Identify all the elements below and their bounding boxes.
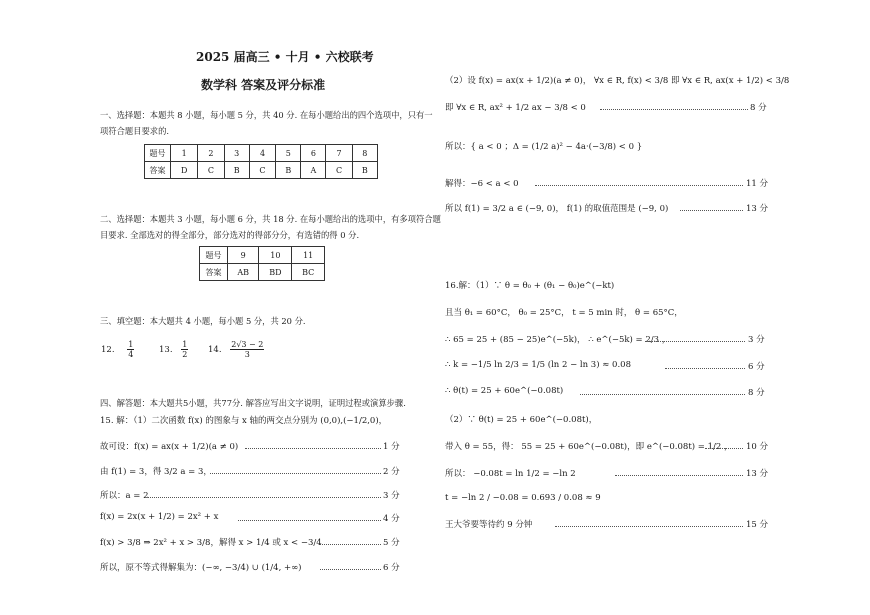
- part4-heading: 四、解答题：本大题共5小题，共77分. 解答应写出文字说明，证明过程或演算步骤.: [100, 398, 406, 408]
- score-label: 3 分: [383, 491, 400, 501]
- table-cell: 2: [198, 145, 224, 162]
- fraction: $\frac{2√3 - 2}{3}$: [231, 340, 264, 359]
- score-label: 3 分: [748, 335, 765, 345]
- table-cell: AB: [228, 264, 259, 281]
- score-label: 6 分: [383, 563, 400, 573]
- table-cell: 6: [301, 145, 326, 162]
- q15-part2-line: （2）设 f(x) = ax(x + 1/2)(a ≠ 0)， ∀x ∈ R, f(x) < 3/8 即 ∀x ∈ R, ax(x + 1/2) < 3/8: [445, 76, 790, 86]
- row-label: 答案: [200, 264, 228, 281]
- table-cell: 5: [276, 145, 301, 162]
- leader-dots: [238, 512, 381, 521]
- score-label: 1 分: [383, 442, 400, 452]
- score-label: 13 分: [746, 204, 769, 214]
- score-label: 11 分: [746, 179, 769, 189]
- table-row: [145, 145, 378, 162]
- table-cell: C: [249, 162, 275, 179]
- score-label: 2 分: [383, 467, 400, 477]
- part1-heading-cont: 项符合题目要求的.: [100, 126, 170, 136]
- q16-line: 所以： −0.08t = ln 1/2 = −ln 2: [445, 469, 576, 479]
- score-label: 13 分: [746, 469, 769, 479]
- part1-heading: 一、选择题：本题共 8 小题，每小题 5 分，共 40 分. 在每小题给出的四个选项中，只有一: [100, 110, 433, 120]
- fill-answer-13: [159, 340, 188, 359]
- q15-line: 15. 解：（1）二次函数 f(x) 的图象与 x 轴的两交点分别为 (0,0),(−1/2,0)，: [100, 416, 388, 426]
- q16-line: ∴ θ(t) = 25 + 60e^(−0.08t): [445, 386, 564, 396]
- row-label: 题号: [200, 247, 228, 264]
- score-label: 8 分: [750, 103, 767, 113]
- fill-answer-12: [101, 340, 134, 359]
- q15-line: 所以：a = 2: [100, 491, 149, 501]
- q16-line: （2）∵ θ(t) = 25 + 60e^(−0.08t)，: [445, 415, 598, 425]
- fill-answer-14: [208, 340, 264, 359]
- table-cell: B: [224, 162, 249, 179]
- leader-dots: [705, 440, 743, 449]
- table-cell: 9: [228, 247, 259, 264]
- row-label: 答案: [145, 162, 171, 179]
- table-cell: B: [352, 162, 377, 179]
- score-label: 10 分: [746, 442, 769, 452]
- q15-line: 所以，原不等式得解集为：(−∞, −3/4) ∪ (1/4, +∞): [100, 563, 302, 573]
- answer-number: 13.: [159, 345, 173, 355]
- q16-line: 16.解：（1）∵ θ = θ₀ + (θ₁ − θ₀)e^(−kt): [445, 281, 615, 291]
- leader-dots: [580, 386, 745, 395]
- table-cell: 1: [171, 145, 198, 162]
- q16-line: 王大爷要等待约 9 分钟: [445, 520, 533, 530]
- table-cell: C: [198, 162, 224, 179]
- leader-dots: [645, 333, 745, 342]
- part3-heading: 三、填空题：本大题共 4 小题，每小题 5 分，共 20 分.: [100, 316, 306, 326]
- q15-line: 由 f(1) = 3，得 3/2 a = 3，: [100, 467, 212, 477]
- part2-heading: 二、选择题：本题共 3 小题，每小题 6 分，共 18 分. 在每小题给出的选项中，有多项符合题: [100, 214, 441, 224]
- part2-answer-table: [199, 246, 325, 281]
- table-cell: 8: [352, 145, 377, 162]
- table-cell: 11: [292, 247, 325, 264]
- q15-part2-line: 所以 f(1) = 3/2 a ∈ (−9, 0)， f(1) 的取值范围是 (−9, 0): [445, 204, 669, 214]
- part1-answer-table: [144, 144, 378, 179]
- score-label: 8 分: [748, 388, 765, 398]
- leader-dots: [210, 465, 381, 474]
- table-cell: 3: [224, 145, 249, 162]
- table-cell: A: [301, 162, 326, 179]
- answer-number: 14.: [208, 345, 222, 355]
- q16-line: 且当 θ₁ = 60°C， θ₀ = 25°C， t = 5 min 时， θ = 65°C，: [445, 308, 683, 318]
- table-row: [200, 264, 325, 281]
- q15-line: 故可设：f(x) = ax(x + 1/2)(a ≠ 0): [100, 442, 239, 452]
- table-cell: D: [171, 162, 198, 179]
- score-label: 5 分: [383, 538, 400, 548]
- leader-dots: [320, 536, 381, 545]
- leader-dots: [600, 101, 748, 110]
- part2-heading-cont: 目要求. 全部选对的得全部分，部分选对的得部分分，有选错的得 0 分.: [100, 230, 360, 240]
- table-cell: 4: [249, 145, 275, 162]
- leader-dots: [665, 360, 745, 369]
- q15-part2-line: 解得：−6 < a < 0: [445, 179, 519, 189]
- q16-line: ∴ 65 = 25 + (85 − 25)e^(−5k)， ∴ e^(−5k) = 2/3 ，: [445, 335, 671, 345]
- page-title: 2025 届高三 • 十月 • 六校联考: [196, 50, 374, 64]
- table-row: [200, 247, 325, 264]
- leader-dots: [320, 561, 381, 570]
- q15-line: f(x) = 2x(x + 1/2) = 2x² + x: [100, 512, 219, 522]
- table-cell: BD: [259, 264, 292, 281]
- leader-dots: [148, 489, 381, 498]
- score-label: 6 分: [748, 362, 765, 372]
- leader-dots: [680, 202, 743, 211]
- q16-line: ∴ k = −1/5 ln 2/3 = 1/5 (ln 2 − ln 3) ≈ 0.08: [445, 360, 631, 370]
- fraction: $\frac{1}{4}$: [128, 340, 134, 359]
- leader-dots: [245, 440, 381, 449]
- fraction: $\frac{1}{2}$: [182, 340, 188, 359]
- score-label: 15 分: [746, 520, 769, 530]
- q15-line: f(x) > 3/8 ⇒ 2x² + x > 3/8，解得 x > 1/4 或 x < −3/4: [100, 538, 322, 548]
- page-subtitle: 数学科 答案及评分标准: [201, 78, 326, 92]
- answer-number: 12.: [101, 345, 115, 355]
- row-label: 题号: [145, 145, 171, 162]
- table-row: [145, 162, 378, 179]
- leader-dots: [555, 518, 743, 527]
- table-cell: 10: [259, 247, 292, 264]
- table-cell: B: [276, 162, 301, 179]
- q16-line: t = −ln 2 / −0.08 = 0.693 / 0.08 ≈ 9: [445, 493, 601, 503]
- table-cell: C: [326, 162, 352, 179]
- q15-part2-line: 即 ∀x ∈ R, ax² + 1/2 ax − 3/8 < 0: [445, 103, 586, 113]
- leader-dots: [535, 177, 743, 186]
- score-label: 4 分: [383, 514, 400, 524]
- leader-dots: [615, 467, 743, 476]
- table-cell: 7: [326, 145, 352, 162]
- q16-line: 带入 θ = 55，得： 55 = 25 + 60e^(−0.08t)，即 e^(−0.08t) = 1/2 ，: [445, 442, 733, 452]
- table-cell: BC: [292, 264, 325, 281]
- q15-part2-line: 所以：{ a < 0 ；Δ = (1/2 a)² − 4a·(−3/8) < 0 }: [445, 142, 643, 152]
